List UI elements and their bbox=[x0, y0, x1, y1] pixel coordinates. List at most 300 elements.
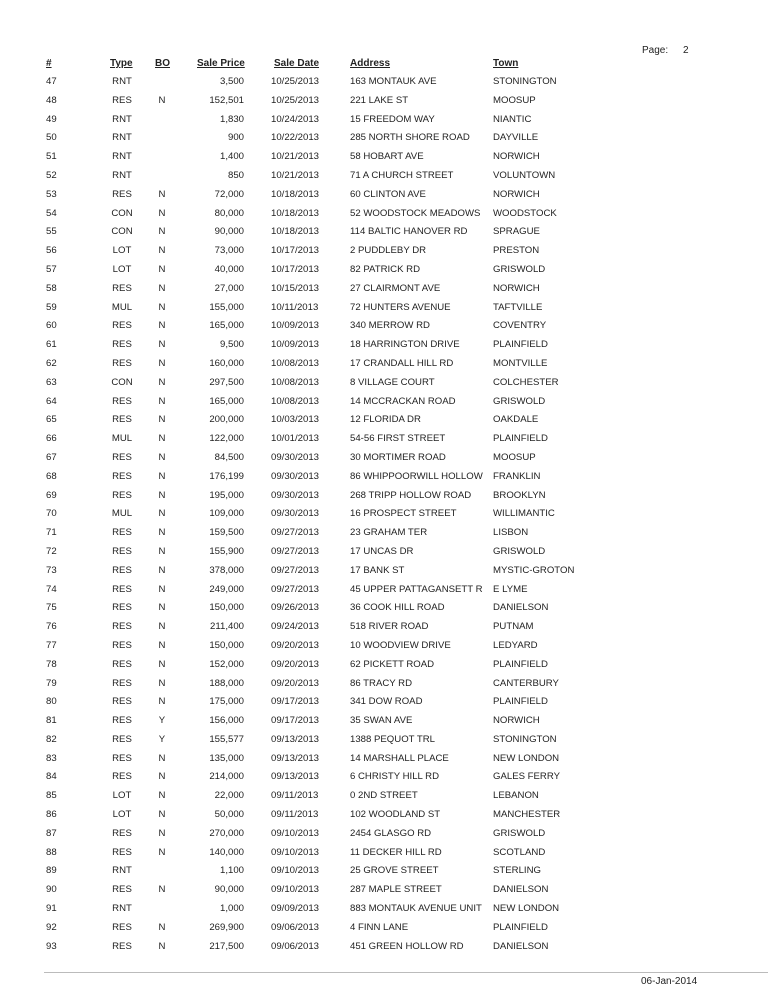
cell-type: RES bbox=[112, 696, 132, 708]
table-row bbox=[0, 112, 768, 131]
cell-address: 30 MORTIMER ROAD bbox=[350, 451, 446, 463]
cell-number: 49 bbox=[46, 113, 57, 125]
column-header-bo: BO bbox=[155, 58, 170, 69]
table-row bbox=[0, 901, 768, 920]
cell-sale-price: 175,000 bbox=[209, 696, 244, 708]
cell-sale-price: 1,000 bbox=[219, 903, 244, 915]
table-row bbox=[0, 318, 768, 337]
cell-number: 62 bbox=[46, 357, 57, 369]
table-row bbox=[0, 845, 768, 864]
cell-bo: N bbox=[158, 790, 166, 802]
cell-address: 341 DOW ROAD bbox=[350, 696, 423, 708]
cell-type: RES bbox=[112, 827, 132, 839]
cell-sale-date: 10/09/2013 bbox=[271, 339, 320, 351]
cell-number: 87 bbox=[46, 827, 57, 839]
table-row bbox=[0, 130, 768, 149]
table-row bbox=[0, 657, 768, 676]
cell-number: 85 bbox=[46, 790, 57, 802]
table-row bbox=[0, 638, 768, 657]
cell-number: 82 bbox=[46, 733, 57, 745]
cell-type: RNT bbox=[112, 132, 132, 144]
cell-bo: N bbox=[158, 263, 166, 275]
cell-type: RES bbox=[112, 357, 132, 369]
cell-sale-date: 10/11/2013 bbox=[271, 301, 319, 313]
cell-bo: N bbox=[158, 451, 166, 463]
cell-sale-date: 09/11/2013 bbox=[271, 809, 319, 821]
cell-bo: N bbox=[158, 188, 166, 200]
cell-address: 2454 GLASGO RD bbox=[350, 827, 432, 839]
table-row bbox=[0, 694, 768, 713]
cell-number: 53 bbox=[46, 188, 57, 200]
cell-sale-date: 10/08/2013 bbox=[271, 395, 320, 407]
cell-address: 86 WHIPPOORWILL HOLLOW bbox=[350, 470, 483, 482]
cell-sale-price: 176,199 bbox=[209, 470, 244, 482]
cell-number: 50 bbox=[46, 132, 57, 144]
cell-sale-price: 22,000 bbox=[214, 790, 244, 802]
table-row bbox=[0, 713, 768, 732]
cell-address: 23 GRAHAM TER bbox=[350, 527, 428, 539]
cell-town: FRANKLIN bbox=[493, 470, 541, 482]
cell-town: NORWICH bbox=[493, 715, 540, 727]
cell-type: CON bbox=[111, 376, 133, 388]
cell-sale-price: 156,000 bbox=[209, 715, 244, 727]
cell-address: 17 BANK ST bbox=[350, 564, 405, 576]
cell-sale-date: 10/21/2013 bbox=[271, 151, 320, 163]
cell-type: RES bbox=[112, 339, 132, 351]
cell-type: RNT bbox=[112, 76, 132, 87]
cell-bo: N bbox=[158, 94, 166, 106]
cell-town: DANIELSON bbox=[493, 884, 549, 896]
table-row bbox=[0, 74, 768, 93]
table-row bbox=[0, 394, 768, 413]
cell-sale-price: 90,000 bbox=[214, 226, 244, 238]
cell-sale-date: 09/30/2013 bbox=[271, 508, 320, 520]
cell-number: 76 bbox=[46, 621, 57, 633]
cell-sale-date: 09/20/2013 bbox=[271, 658, 320, 670]
cell-type: RES bbox=[112, 771, 132, 783]
cell-type: RES bbox=[112, 451, 132, 463]
table-row bbox=[0, 826, 768, 845]
cell-bo: N bbox=[158, 621, 166, 633]
cell-address: 2 PUDDLEBY DR bbox=[350, 245, 427, 257]
cell-sale-price: 152,501 bbox=[209, 94, 244, 106]
cell-town: NORWICH bbox=[493, 188, 540, 200]
column-header-town: Town bbox=[493, 58, 519, 69]
cell-type: RES bbox=[112, 921, 132, 933]
table-row bbox=[0, 525, 768, 544]
cell-type: RES bbox=[112, 564, 132, 576]
cell-type: LOT bbox=[112, 245, 132, 257]
cell-bo: N bbox=[158, 226, 166, 238]
cell-address: 221 LAKE ST bbox=[350, 94, 409, 106]
footer-date: 06-Jan-2014 bbox=[641, 976, 698, 987]
cell-type: RES bbox=[112, 320, 132, 332]
cell-sale-price: 50,000 bbox=[214, 809, 244, 821]
cell-town: LISBON bbox=[493, 527, 529, 539]
cell-town: E LYME bbox=[493, 583, 528, 595]
cell-address: 12 FLORIDA DR bbox=[350, 414, 421, 426]
cell-type: RES bbox=[112, 414, 132, 426]
cell-number: 72 bbox=[46, 545, 57, 557]
cell-town: NORWICH bbox=[493, 282, 540, 294]
cell-bo: N bbox=[158, 301, 166, 313]
cell-sale-price: 1,100 bbox=[219, 865, 244, 877]
cell-type: MUL bbox=[111, 433, 133, 445]
table-row bbox=[0, 168, 768, 187]
cell-bo: N bbox=[158, 489, 166, 501]
cell-address: 52 WOODSTOCK MEADOWS bbox=[350, 207, 481, 219]
table-row bbox=[0, 224, 768, 243]
table-row bbox=[0, 807, 768, 826]
cell-bo: N bbox=[158, 470, 166, 482]
table-row bbox=[0, 788, 768, 807]
cell-town: MONTVILLE bbox=[493, 357, 548, 369]
cell-address: 163 MONTAUK AVE bbox=[350, 76, 437, 87]
table-row bbox=[0, 582, 768, 601]
cell-type: MUL bbox=[111, 301, 133, 313]
cell-sale-price: 165,000 bbox=[209, 320, 244, 332]
cell-address: 15 FREEDOM WAY bbox=[350, 113, 435, 125]
table-row bbox=[0, 488, 768, 507]
cell-type: LOT bbox=[112, 790, 132, 802]
cell-address: 45 UPPER PATTAGANSETT R bbox=[350, 583, 483, 595]
cell-sale-date: 09/13/2013 bbox=[271, 733, 320, 745]
table-row bbox=[0, 544, 768, 563]
cell-sale-price: 217,500 bbox=[209, 940, 244, 952]
cell-sale-price: 378,000 bbox=[209, 564, 244, 576]
cell-sale-date: 09/17/2013 bbox=[271, 715, 320, 727]
page-number: 2 bbox=[683, 45, 689, 56]
cell-number: 79 bbox=[46, 677, 57, 689]
cell-town: COLCHESTER bbox=[493, 376, 559, 388]
cell-number: 48 bbox=[46, 94, 57, 106]
cell-sale-price: 73,000 bbox=[214, 245, 244, 257]
cell-number: 51 bbox=[46, 151, 57, 163]
cell-address: 17 CRANDALL HILL RD bbox=[350, 357, 454, 369]
cell-address: 285 NORTH SHORE ROAD bbox=[350, 132, 470, 144]
cell-sale-price: 40,000 bbox=[214, 263, 244, 275]
cell-sale-price: 850 bbox=[227, 169, 244, 181]
cell-sale-date: 09/27/2013 bbox=[271, 527, 320, 539]
cell-sale-date: 10/08/2013 bbox=[271, 376, 320, 388]
cell-town: STONINGTON bbox=[493, 733, 557, 745]
table-row bbox=[0, 751, 768, 770]
cell-sale-date: 10/09/2013 bbox=[271, 320, 320, 332]
cell-type: RNT bbox=[112, 169, 132, 181]
cell-type: RES bbox=[112, 658, 132, 670]
cell-sale-date: 09/27/2013 bbox=[271, 545, 320, 557]
column-header-sale-price: Sale Price bbox=[197, 58, 245, 69]
column-header-type: Type bbox=[110, 58, 133, 69]
cell-town: LEBANON bbox=[493, 790, 539, 802]
cell-sale-price: 160,000 bbox=[209, 357, 244, 369]
cell-address: 340 MERROW RD bbox=[350, 320, 430, 332]
cell-address: 27 CLAIRMONT AVE bbox=[350, 282, 441, 294]
cell-type: RES bbox=[112, 752, 132, 764]
cell-sale-price: 188,000 bbox=[209, 677, 244, 689]
cell-sale-date: 09/20/2013 bbox=[271, 677, 320, 689]
cell-bo: N bbox=[158, 395, 166, 407]
cell-number: 93 bbox=[46, 940, 57, 952]
cell-number: 68 bbox=[46, 470, 57, 482]
cell-sale-price: 152,000 bbox=[209, 658, 244, 670]
cell-type: RES bbox=[112, 733, 132, 745]
cell-sale-price: 249,000 bbox=[209, 583, 244, 595]
cell-address: 82 PATRICK RD bbox=[350, 263, 421, 275]
cell-number: 77 bbox=[46, 639, 57, 651]
cell-address: 10 WOODVIEW DRIVE bbox=[350, 639, 451, 651]
cell-type: RES bbox=[112, 884, 132, 896]
cell-number: 47 bbox=[46, 76, 57, 87]
cell-sale-price: 297,500 bbox=[209, 376, 244, 388]
cell-sale-price: 155,900 bbox=[209, 545, 244, 557]
cell-bo: N bbox=[158, 357, 166, 369]
cell-bo: Y bbox=[158, 715, 166, 727]
cell-address: 62 PICKETT ROAD bbox=[350, 658, 435, 670]
cell-town: NEW LONDON bbox=[493, 752, 560, 764]
cell-address: 16 PROSPECT STREET bbox=[350, 508, 457, 520]
cell-number: 70 bbox=[46, 508, 57, 520]
cell-type: RNT bbox=[112, 865, 132, 877]
cell-type: MUL bbox=[111, 508, 133, 520]
cell-town: BROOKLYN bbox=[493, 489, 546, 501]
cell-town: LEDYARD bbox=[493, 639, 538, 651]
cell-town: SPRAGUE bbox=[493, 226, 540, 238]
cell-sale-price: 80,000 bbox=[214, 207, 244, 219]
cell-address: 71 A CHURCH STREET bbox=[350, 169, 454, 181]
table-row bbox=[0, 206, 768, 225]
cell-town: NEW LONDON bbox=[493, 903, 560, 915]
cell-bo: N bbox=[158, 827, 166, 839]
cell-number: 54 bbox=[46, 207, 57, 219]
cell-sale-price: 84,500 bbox=[214, 451, 244, 463]
cell-number: 60 bbox=[46, 320, 57, 332]
cell-sale-price: 214,000 bbox=[209, 771, 244, 783]
cell-bo: N bbox=[158, 433, 166, 445]
cell-bo: N bbox=[158, 677, 166, 689]
cell-address: 1388 PEQUOT TRL bbox=[350, 733, 435, 745]
table-row bbox=[0, 882, 768, 901]
cell-type: RES bbox=[112, 846, 132, 858]
cell-number: 78 bbox=[46, 658, 57, 670]
cell-sale-price: 155,000 bbox=[209, 301, 244, 313]
cell-sale-date: 10/01/2013 bbox=[271, 433, 320, 445]
cell-town: PLAINFIELD bbox=[493, 696, 548, 708]
cell-number: 66 bbox=[46, 433, 57, 445]
cell-town: GRISWOLD bbox=[493, 395, 546, 407]
cell-address: 17 UNCAS DR bbox=[350, 545, 414, 557]
cell-sale-price: 1,830 bbox=[219, 113, 244, 125]
cell-sale-price: 9,500 bbox=[219, 339, 244, 351]
table-row bbox=[0, 375, 768, 394]
cell-number: 58 bbox=[46, 282, 57, 294]
cell-town: COVENTRY bbox=[493, 320, 547, 332]
cell-sale-date: 10/21/2013 bbox=[271, 169, 320, 181]
cell-number: 73 bbox=[46, 564, 57, 576]
cell-number: 92 bbox=[46, 921, 57, 933]
cell-sale-price: 135,000 bbox=[209, 752, 244, 764]
cell-town: PUTNAM bbox=[493, 621, 534, 633]
cell-number: 74 bbox=[46, 583, 57, 595]
cell-address: 8 VILLAGE COURT bbox=[350, 376, 435, 388]
cell-town: DANIELSON bbox=[493, 602, 549, 614]
cell-number: 63 bbox=[46, 376, 57, 388]
table-row bbox=[0, 412, 768, 431]
cell-type: RES bbox=[112, 940, 132, 952]
cell-type: RES bbox=[112, 677, 132, 689]
table-row bbox=[0, 187, 768, 206]
cell-address: 25 GROVE STREET bbox=[350, 865, 439, 877]
cell-sale-date: 09/11/2013 bbox=[271, 790, 319, 802]
cell-sale-price: 165,000 bbox=[209, 395, 244, 407]
cell-sale-price: 90,000 bbox=[214, 884, 244, 896]
cell-sale-price: 150,000 bbox=[209, 639, 244, 651]
cell-sale-date: 09/13/2013 bbox=[271, 771, 320, 783]
table-row bbox=[0, 149, 768, 168]
cell-sale-date: 09/27/2013 bbox=[271, 583, 320, 595]
cell-number: 84 bbox=[46, 771, 57, 783]
cell-sale-price: 159,500 bbox=[209, 527, 244, 539]
cell-bo: N bbox=[158, 884, 166, 896]
cell-type: RES bbox=[112, 583, 132, 595]
cell-address: 268 TRIPP HOLLOW ROAD bbox=[350, 489, 472, 501]
cell-number: 67 bbox=[46, 451, 57, 463]
cell-address: 114 BALTIC HANOVER RD bbox=[350, 226, 468, 238]
cell-type: RES bbox=[112, 94, 132, 106]
cell-address: 883 MONTAUK AVENUE UNIT bbox=[350, 903, 482, 915]
cell-number: 91 bbox=[46, 903, 57, 915]
cell-address: 60 CLINTON AVE bbox=[350, 188, 426, 200]
cell-bo: N bbox=[158, 696, 166, 708]
cell-sale-date: 10/03/2013 bbox=[271, 414, 320, 426]
cell-town: PRESTON bbox=[493, 245, 540, 257]
cell-town: NORWICH bbox=[493, 151, 540, 163]
cell-number: 88 bbox=[46, 846, 57, 858]
cell-number: 57 bbox=[46, 263, 57, 275]
cell-town: MOOSUP bbox=[493, 94, 536, 106]
cell-sale-price: 195,000 bbox=[209, 489, 244, 501]
cell-sale-date: 10/25/2013 bbox=[271, 76, 320, 87]
cell-sale-date: 09/06/2013 bbox=[271, 921, 320, 933]
cell-sale-price: 27,000 bbox=[214, 282, 244, 294]
cell-town: WOODSTOCK bbox=[493, 207, 557, 219]
cell-sale-date: 09/13/2013 bbox=[271, 752, 320, 764]
table-row bbox=[0, 920, 768, 939]
cell-sale-date: 10/17/2013 bbox=[271, 263, 320, 275]
cell-address: 4 FINN LANE bbox=[350, 921, 409, 933]
cell-town: SCOTLAND bbox=[493, 846, 546, 858]
cell-sale-date: 10/24/2013 bbox=[271, 113, 320, 125]
cell-town: PLAINFIELD bbox=[493, 339, 548, 351]
column-header-address: Address bbox=[350, 58, 391, 69]
column-header-sale-date: Sale Date bbox=[274, 58, 320, 69]
table-row bbox=[0, 563, 768, 582]
cell-number: 59 bbox=[46, 301, 57, 313]
cell-number: 64 bbox=[46, 395, 57, 407]
cell-address: 18 HARRINGTON DRIVE bbox=[350, 339, 460, 351]
cell-sale-price: 140,000 bbox=[209, 846, 244, 858]
cell-sale-price: 211,400 bbox=[210, 621, 244, 633]
cell-bo: N bbox=[158, 545, 166, 557]
table-header bbox=[0, 58, 768, 72]
cell-sale-price: 1,400 bbox=[219, 151, 244, 163]
table-row bbox=[0, 356, 768, 375]
cell-number: 75 bbox=[46, 602, 57, 614]
cell-sale-date: 09/20/2013 bbox=[271, 639, 320, 651]
cell-sale-price: 155,577 bbox=[209, 733, 244, 745]
cell-address: 36 COOK HILL ROAD bbox=[350, 602, 445, 614]
cell-type: RNT bbox=[112, 151, 132, 163]
cell-bo: N bbox=[158, 771, 166, 783]
cell-type: RES bbox=[112, 527, 132, 539]
cell-bo: N bbox=[158, 658, 166, 670]
cell-bo: N bbox=[158, 245, 166, 257]
cell-town: MOOSUP bbox=[493, 451, 536, 463]
cell-type: RES bbox=[112, 282, 132, 294]
cell-town: GRISWOLD bbox=[493, 545, 546, 557]
cell-type: CON bbox=[111, 226, 133, 238]
cell-bo: N bbox=[158, 527, 166, 539]
cell-address: 11 DECKER HILL RD bbox=[350, 846, 442, 858]
cell-sale-price: 269,900 bbox=[209, 921, 244, 933]
cell-bo: N bbox=[158, 282, 166, 294]
cell-type: CON bbox=[111, 207, 133, 219]
cell-number: 65 bbox=[46, 414, 57, 426]
cell-sale-date: 09/10/2013 bbox=[271, 865, 320, 877]
cell-town: PLAINFIELD bbox=[493, 433, 548, 445]
cell-sale-price: 150,000 bbox=[209, 602, 244, 614]
table-row bbox=[0, 243, 768, 262]
table-row bbox=[0, 262, 768, 281]
cell-address: 86 TRACY RD bbox=[350, 677, 413, 689]
cell-address: 72 HUNTERS AVENUE bbox=[350, 301, 451, 313]
cell-bo: N bbox=[158, 339, 166, 351]
cell-sale-price: 122,000 bbox=[209, 433, 244, 445]
column-header-number: # bbox=[46, 58, 52, 69]
cell-town: NIANTIC bbox=[493, 113, 532, 125]
cell-sale-date: 09/24/2013 bbox=[271, 621, 320, 633]
cell-sale-date: 10/18/2013 bbox=[271, 226, 320, 238]
cell-address: 58 HOBART AVE bbox=[350, 151, 424, 163]
table-row bbox=[0, 281, 768, 300]
table-row bbox=[0, 337, 768, 356]
table-row bbox=[0, 450, 768, 469]
cell-town: MYSTIC-GROTON bbox=[493, 564, 575, 576]
cell-sale-date: 09/26/2013 bbox=[271, 602, 320, 614]
cell-town: PLAINFIELD bbox=[493, 658, 548, 670]
cell-sale-date: 09/27/2013 bbox=[271, 564, 320, 576]
cell-bo: N bbox=[158, 207, 166, 219]
cell-type: RES bbox=[112, 470, 132, 482]
cell-type: RNT bbox=[112, 113, 132, 125]
cell-address: 287 MAPLE STREET bbox=[350, 884, 442, 896]
cell-number: 89 bbox=[46, 865, 57, 877]
cell-sale-price: 270,000 bbox=[209, 827, 244, 839]
table-row bbox=[0, 939, 768, 958]
cell-bo: N bbox=[158, 508, 166, 520]
cell-town: CANTERBURY bbox=[493, 677, 559, 689]
cell-town: WILLIMANTIC bbox=[493, 508, 555, 520]
cell-sale-price: 3,500 bbox=[219, 76, 244, 87]
cell-town: GRISWOLD bbox=[493, 827, 546, 839]
cell-bo: N bbox=[158, 583, 166, 595]
cell-type: RNT bbox=[112, 903, 132, 915]
cell-sale-date: 09/06/2013 bbox=[271, 940, 320, 952]
table-row bbox=[0, 619, 768, 638]
cell-town: DAYVILLE bbox=[493, 132, 539, 144]
cell-bo: N bbox=[158, 921, 166, 933]
cell-number: 81 bbox=[46, 715, 57, 727]
